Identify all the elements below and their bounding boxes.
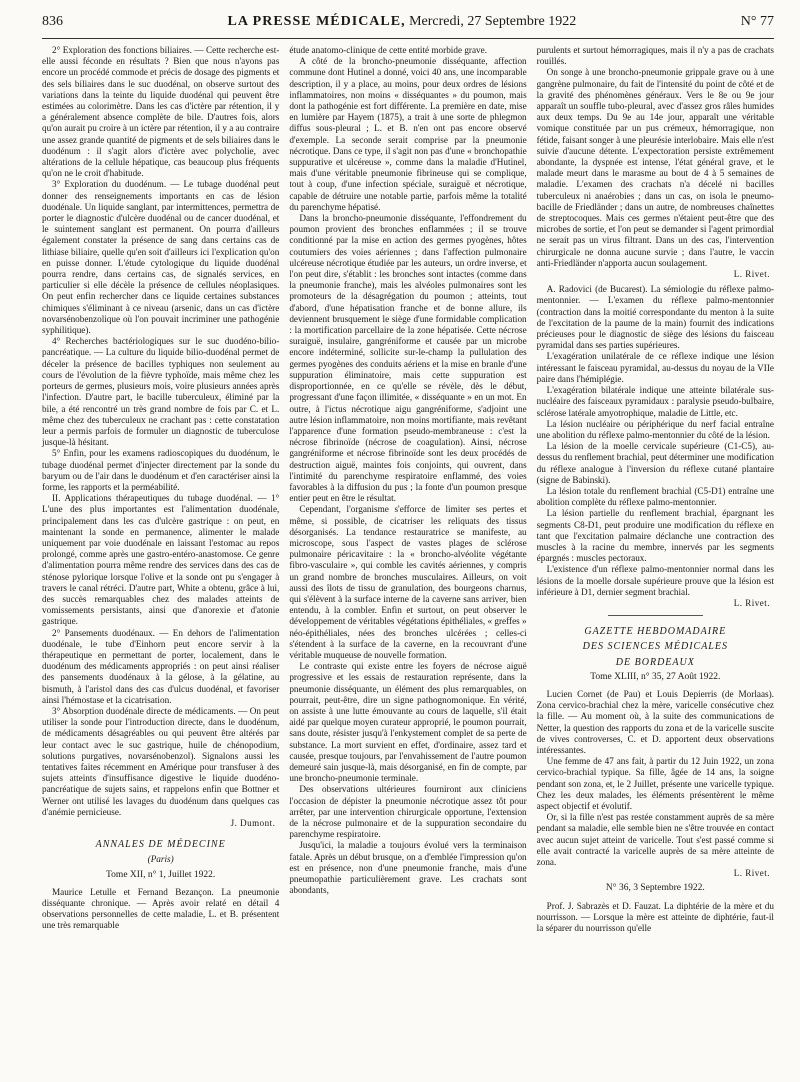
- volume-line: Tome XLIII, n° 35, 27 Août 1922.: [590, 671, 721, 682]
- paragraph: L'exagération bilatérale indique une atteinte bilatérale sus-nucléaire des faisceaux pyramidaux : paralysie pseudo-bulbaire, sclérose latérale amyotrophique, maladie de Little, etc.: [536, 385, 774, 418]
- paragraph: Or, si la fille n'est pas restée constamment auprès de sa mère pendant sa maladie, elle semble bien ne s'être trouvée en contact avec aucun sujet atteint de varicelle. Tout s'est passé comme si elle avait contracté la varicelle auprès de sa mère atteinte de zona.: [536, 812, 774, 868]
- paragraph: La lésion totale du renflement brachial (C5-D1) entraîne une abolition complète du réflexe palmo-mentonnier.: [536, 485, 774, 508]
- masthead: [228, 14, 577, 30]
- paragraph: II. Applications thérapeutiques du tubage duodénal. — 1° L'une des plus importantes est l'alimentation duodénale, principalement dans les cas d'ulcère gastrique : on peut, en maintenant la sonde en permanence, alimenter le malade uniquement par voie duodénale en laissant l'estomac au repos prolongé, comme après une gastro-entéro-anastomose. Ce genre d'alimentation pourra même rendre des services dans des cas de sténose pylorique lorsque l'olive et la sonde ont pu s'engager à travers le canal rétréci. D'autre part, White a obtenu, grâce à lui, des succès remarquables chez des malades atteints de vomissements persistants, ainsi que d'anorexie et d'atonie gastrique.: [42, 493, 280, 627]
- volume-line: Tome XII, n° 1, Juillet 1922.: [106, 869, 216, 880]
- paragraph: Une femme de 47 ans fait, à partir du 12 Juin 1922, un zona cervico-brachial typique. Sa fille, âgée de 14 ans, la soigne pendant son zona, et, le 2 Juillet, présente une varicelle typique. Chez les deux malades, les éléments présentèrent le même aspect objectif et évolutif.: [536, 756, 774, 811]
- paragraph: 2° Exploration des fonctions biliaires. — Cette recherche est-elle aussi féconde en résultats ? Bien que nous n'ayons pas encore un procédé commode et précis de dosage des pigments et des sels biliaires dans le suc duodénal, on observe surtout des variations dans la teinte du liquide duodénal qui peuvent être estimées au colorimètre. Dans les cas d'ictère par rétention, il y a généralement absence complète de bile. D'autres fois, alors qu'on aurait pu croire à un ictère par rétention, il y a au contraire une assez grande quantité de pigments et de sels biliaires dans le duodénum : il s'agit alors d'ictère avec polycholie, avec altérations de la cellule hépatique, cas beaucoup plus fréquents qu'on ne le croit d'habitude.: [42, 45, 280, 179]
- paragraph: Des observations ultérieures fourniront aux cliniciens l'occasion de dépister la pneumonie nécrotique assez tôt pour arrêter, par une intervention chirurgicale opportune, l'extension de la nécrose pulmonaire et de la suppuration secondaire du parenchyme respiratoire.: [289, 784, 527, 840]
- paragraph: étude anatomo-clinique de cette entité morbide grave.: [289, 45, 488, 55]
- author-signature: L. Rivet.: [733, 269, 770, 280]
- issue-date: Mercredi, 27 Septembre 1922: [409, 14, 577, 29]
- column-3: [537, 45, 774, 934]
- header-rule: [42, 38, 774, 39]
- section-title: GAZETTE HEBDOMADAIRE: [584, 626, 727, 638]
- paragraph: On songe à une broncho-pneumonie grippale grave ou à une gangrène pulmonaire, du fait de l'intensité du point de côté et de la gravité des phénomènes généraux. Vers le 8e ou 9e jour apparaît un souffle tubo-pleural, avec d'assez gros râles humides aux deux temps. Du 9e au 14e jour, apparaît une véritable vomique constituée par un pus crémeux, hémorragique, non fétide, faisant songer à une pleurésie interlobaire. Mais elle n'est suivie d'aucune détente. L'expectoration persiste extrêmement abondante, la dyspnée est intense, l'état général grave, et le malade meurt dans le marasme au bout de 4 à 5 semaines de maladie. L'examen des crachats n'a décelé ni bacilles tuberculeux ni anaérobies ; dans un cas, on isola le pneumo-bacille de Friedländer ; dans un autre, de nombreuses chaînettes de streptocoques. Mais ces germes n'étaient peut-être que des microbes de sortie, et l'on peut se demander si l'agent primordial ne serait pas un virus filtrant. Dans un des cas, l'intervention chirurgicale ne donna aucune survie ; dans l'autre, le vaccin anti-Friedländer n'apporta aucun soulagement.: [536, 67, 774, 268]
- section-title: ANNALES DE MÉDECINE: [95, 839, 226, 851]
- divider: [608, 615, 703, 616]
- paragraph: 4° Recherches bactériologiques sur le suc duodéno-bilio-pancréatique. — La culture du liquide bilio-duodénal permet de déceler la présence de bacilles typhiques non seulement au cours de l'évolution de la fièvre typhoïde, mais même chez les porteurs de germes, plusieurs mois, voire plusieurs années après l'infection. D'autre part, le bacille tuberculeux, éliminé par la bile, a été rencontré un très grand nombre de fois par C. et L. même chez des tuberculeux ne crachant pas : cette constatation leur a permis parfois de formuler un diagnostic de tuberculose jusque-là hésitant.: [42, 336, 280, 448]
- paragraph: Lucien Cornet (de Pau) et Louis Depierris (de Morlaas). Zona cervico-brachial chez la mère, varicelle consécutive chez la fille. — Au moment où, à la suite des communications de Netter, la question des rapports du zona et de la varicelle suscite de vives controverses, C. et D. apportent deux observations intéressantes.: [536, 688, 774, 755]
- paragraph: Cependant, l'organisme s'efforce de limiter ses pertes et même, si possible, de cicatriser les reliquats des tissus désorganisés. La tendance restauratrice se manifeste, au microscope, sous l'aspect de vastes plages de sclérose pulmonaire péricavitaire : la « broncho-alvéolite végétante fibro-vasculaire », qui comble les cavités aériennes, y compris un grand nombre de bronches musculaires. Ailleurs, on voit aussi des îlots de tissu de granulation, des bourgeons charnus, qui s'élèvent à la surface interne de la caverne sans arriver, bien entendu, à la combler. Enfin et surtout, on peut observer le développement de véritables végétations épithéliales, « greffes » néo-épithéliales, nées des bronches ulcérées ; celles-ci s'étendent à la surface de la caverne, en la recouvrant d'une véritable muqueuse de nouvelle formation.: [289, 504, 527, 660]
- column-2: [289, 45, 526, 934]
- paragraph: La lésion nucléaire ou périphérique du nerf facial entraîne une abolition du réflexe palmo-mentonnier du côté de la lésion.: [536, 418, 774, 440]
- paragraph: La lésion de la moelle cervicale supérieure (C1-C5), au-dessus du renflement brachial, peut déterminer une modification du réflexe analogue à l'inversion du réflexe cutané plantaire (signe de Babinski).: [536, 441, 774, 485]
- page-header: [42, 14, 774, 34]
- paragraph: Le contraste qui existe entre les foyers de nécrose aiguë progressive et les essais de restauration représente, dans la pneumonie disséquante, un élément des plus remarquables, on pourrait, peut-être, dire un signe pathognomonique. En vérité, on assiste à une lutte émouvante au cours de laquelle, s'il était aidé par quelque moyen curateur approprié, le poumon pourrait, sans doute, résister jusqu'à l'enkystement complet de sa perte de substance. La mort survient en effet, d'ordinaire, assez tard et causée, presque toujours, par l'envahissement de l'autre poumon demeuré sain jusque-là, mais désorganisé, en fin de compte, par une broncho-pneumonie terminale.: [289, 661, 527, 784]
- column-1: [42, 45, 279, 934]
- page-number: 836: [42, 14, 63, 29]
- paragraph: A côté de la broncho-pneumonie disséquante, affection commune dont Hutinel a donné, voici 40 ans, une incomparable description, il y a place, au moins, pour deux ordres de lésions inflammatoires, non moins « disséquantes » du poumon, mais dont la pathogénie est fort différente. La première en date, mise en lumière par Hayem (1875), a trait à une sorte de phlegmon diffus sous-pleural ; L. et B. n'en ont pas encore observé d'exemple. La seconde serait comprise par la pneumonie nécrotique. Dans ce type, il s'agit non pas d'une « bronchopathie suppurative et ulcéreuse », comme dans la maladie d'Hutinel, mais d'une véritable pneumonie fibrineuse qui se complique, tout à coup, d'une infection spéciale, suraiguë et nécrotique, capable de détruire une notable partie, parfois même la totalité du parenchyme hépatisé.: [289, 56, 527, 212]
- author-signature: J. Dumont.: [230, 818, 276, 829]
- paragraph: 3° Exploration du duodénum. — Le tubage duodénal peut donner des renseignements importants en cas de lésion duodénale. Un liquide sanglant, par intermittences, permettra de porter le diagnostic d'ulcère duodénal ou de cancer duodénal, et le suintement sanglant est permanent. On pourra d'ailleurs également constater la présence de sang dans certains cas de lithiase biliaire, quelle qu'en soit d'ailleurs ici l'explication qu'on en puisse donner. L'étude cytologique du liquide duodénal pourra rendre, dans certains cas, de signalés services, en particulier si elle décèle la présence de cellules néoplasiques. On peut enfin rechercher dans ce liquide certaines substances chimiques s'éliminant à ce niveau (arsenic, dans un cas d'ictère novarsénobenzolique où l'on pouvait incriminer une pathogénie syphilitique).: [42, 179, 280, 336]
- paragraph: 5° Enfin, pour les examens radioscopiques du duodénum, le tubage duodénal permet d'injecter directement par la sonde du baryum ou de l'air dans le duodénum et d'en caractériser ainsi la forme, les rapports et la perméabilité.: [42, 448, 280, 492]
- paragraph: Maurice Letulle et Fernand Bezançon. La pneumonie disséquante chronique. — Après avoir relaté en détail 4 observations personnelles de cette maladie, L. et B. présentent une très remarquable: [42, 886, 280, 931]
- paragraph: Jusqu'ici, la maladie a toujours évolué vers la terminaison fatale. Après un début brusque, on a d'emblée l'impression qu'on est en présence, non d'une pneumonie franche, mais d'une pneumopathie particulièrement grave. Les crachats sont abondants,: [289, 840, 527, 896]
- paragraph: L'exagération unilatérale de ce réflexe indique une lésion intéressant le faisceau pyramidal, au-dessus du noyau de la VIIe paire dans l'hémiplégie.: [536, 351, 774, 384]
- paragraph: Dans la broncho-pneumonie disséquante, l'effondrement du poumon provient des bronches enflammées ; il se trouve conditionné par la mise en action des germes pyogènes, hôtes coutumiers des voies aériennes ; dans l'affection pulmonaire ulcéreuse nécrotique étudiée par les auteurs, un ordre inverse, et l'on peut dire, s'établit : les bronches sont intactes (comme dans la pneumonie franche), mais les alvéoles pulmonaires sont les promoteurs de la désagrégation du poumon ; atteints, tout d'abord, d'une hépatisation franche et de bonne allure, ils deviennent brusquement le siège d'une formidable complication : la mortification parcellaire de la zone hépatisée. Cette nécrose suraiguë, insulaire, gangréniforme et causée par un microbe encore indéterminé, sollicite sur-le-champ la pullulation des germes pyogènes des conduits aériens et la mise en branle d'une suppuration éliminatoire, mais cette suppuration est disproportionnée, en ce qu'elle se révèle, dès le début, progressant d'une façon illimitée, « disséquante » en un mot. En outre, à l'ictus nécrotique aigu gangréniforme, s'adjoint une autre lésion inflammatoire, non moins mortifiante, mais revêtant l'apparence d'une formation pseudo-membraneuse : c'est la nécrose fibrinoïde (nécrose de coagulation). Ainsi, nécrose gangréniforme et nécrose fibrinoïde sont les deux procédés de destruction aiguë, maintes fois conjoints, qui ouvrent, dans l'intimité du parenchyme respiratoire enflammé, des voies favorables à la diffusion du pus ; la fonte d'un poumon presque entier peut en être le résultat.: [289, 213, 527, 504]
- section-title: DES SCIENCES MÉDICALES: [582, 641, 728, 653]
- section-city: (Paris): [147, 854, 174, 865]
- paragraph: Prof. J. Sabrazès et D. Fauzat. La diphtérie de la mère et du nourrisson. — Lorsque la mère est atteinte de diphtérie, faut-il la séparer du nourrisson qu'elle: [536, 900, 774, 934]
- paragraph: purulents et surtout hémorragiques, mais il n'y a pas de crachats rouillés.: [536, 45, 774, 67]
- issue-number: N° 77: [740, 14, 774, 29]
- paragraph: A. Radovici (de Bucarest). La sémiologie du réflexe palmo-mentonnier. — L'examen du réflexe palmo-mentonnier (contraction dans la moitié correspondante du menton à la suite de l'excitation de la paume de la main) fournit des indications précieuses pour le diagnostic de siège des lésions du faisceau pyramidal dans ses parties supérieures.: [536, 284, 774, 351]
- volume-line: N° 36, 3 Septembre 1922.: [605, 883, 705, 894]
- author-signature: L. Rivet.: [733, 868, 770, 879]
- paragraph: La lésion partielle du renflement brachial, épargnant les segments C8-D1, peut produire une modification du réflexe en tant que l'excitation palmaire déclanche une contraction des muscles à la racine du membre, innervés par les segments épargnés : muscles pectoraux.: [536, 508, 774, 564]
- columns: [42, 45, 774, 934]
- journal-title: LA PRESSE MÉDICALE,: [227, 14, 406, 29]
- section-title: DE BORDEAUX: [615, 656, 695, 668]
- author-signature: L. Rivet.: [733, 597, 770, 608]
- paragraph: L'existence d'un réflexe palmo-mentonnier normal dans les lésions de la moelle dorsale supérieure prouve que la lésion est inférieure à D1, dernier segment brachial.: [536, 564, 774, 597]
- paragraph: 2° Pansements duodénaux. — En dehors de l'alimentation duodénale, le tube d'Einhorn peut encore servir à la thérapeutique en permettant de porter, localement, dans le duodénum des médicaments appropriés : on peut ainsi réaliser des pansements duodénaux à la gélose, à la gélatine, au bismuth, à l'aristol dans des cas d'ulcus duodénal, et favoriser ainsi l'hémostase et la cicatrisation.: [42, 627, 280, 705]
- paragraph: 3° Absorption duodénale directe de médicaments. — On peut utiliser la sonde pour l'introduction directe, dans le duodénum, de médicaments désagréables ou qui peuvent être altérés par leur contact avec le suc gastrique, huile de chénopodium, solutions purgatives, novarsénobenzol). Signalons aussi les tentatives faites récemment en Amérique pour transfuser à des sujets atteints d'insuffisance digestive le liquide duodéno-pancréatique de sujets sains, et rappelons enfin que Bottner et Werner ont utilisé les lavages du duodénum dans quelques cas d'anémie pernicieuse.: [42, 705, 280, 817]
